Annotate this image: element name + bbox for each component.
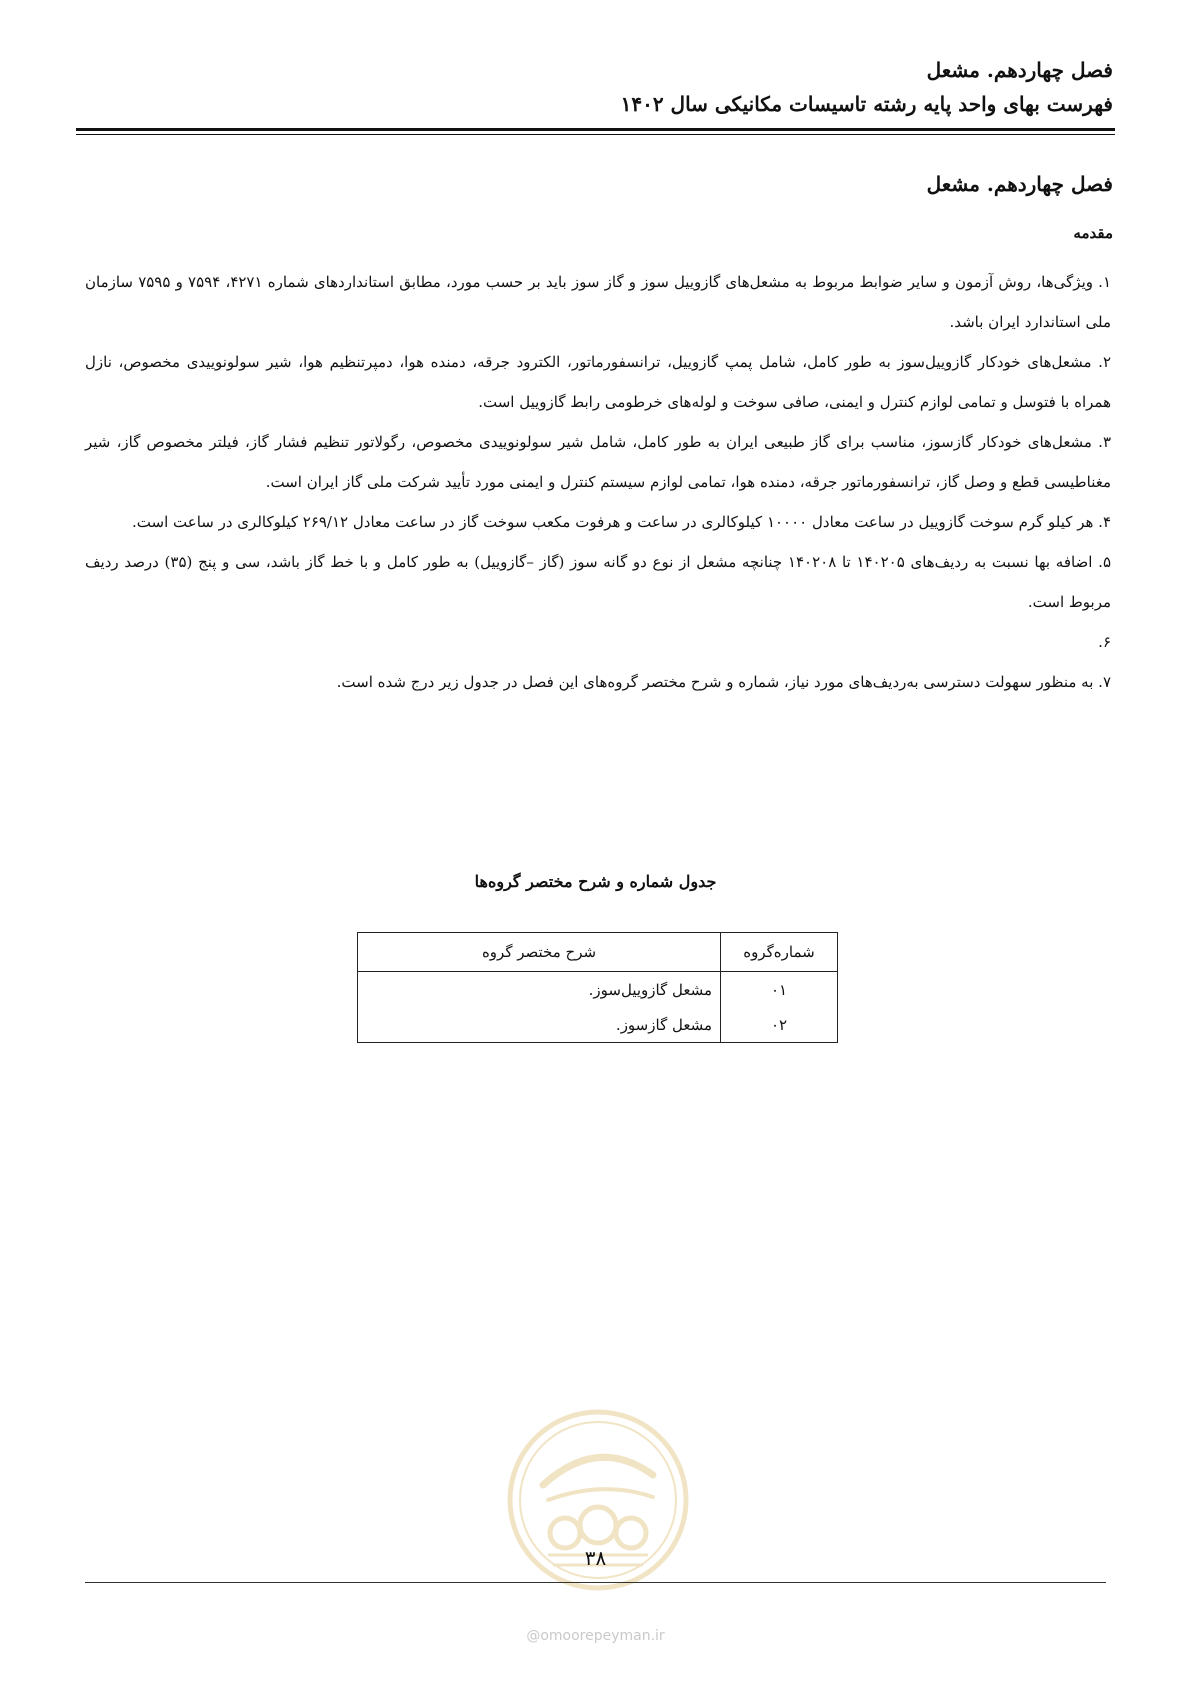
chapter-title: فصل چهاردهم. مشعل [926,172,1113,196]
paragraph-5: ۵. اضافه بها نسبت به ردیف‌های ۱۴۰۲۰۵ تا ۱۴۰۲۰۸ چنانچه مشعل از نوع دو گانه سوز (گاز –گازوییل) به طور کامل و با خط گاز باشد، سی و پنج (۳۵) درصد ردیف مربوط است. [85,553,1111,611]
page-number: ۳۸ [584,1546,607,1570]
header-chapter: فصل چهاردهم. مشعل [926,58,1113,82]
footer-rule [85,1582,1106,1583]
table-caption: جدول شماره و شرح مختصر گروه‌ها [474,872,717,891]
paragraph-7: ۷. به منظور سهولت دسترسی به‌ردیف‌های مورد نیاز، شماره و شرح مختصر گروه‌های این فصل در جدول زیر درج شده است. [336,673,1111,691]
site-watermark: @omoorepeyman.ir [526,1628,665,1644]
table-row [358,1007,838,1043]
paragraph-3: ۳. مشعل‌های خودکار گازسوز، مناسب برای گاز طبیعی ایران به طور کامل، شامل شیر سولونوییدی مخصوص، رگولاتور تنظیم فشار گاز، فیلتر مخصوص گاز، شیر مغناطیسی قطع و وصل گاز، ترانسفورماتور جرقه، دمنده هوا، تمامی لوازم سیستم کنترل و ایمنی مورد تأیید شرکت ملی گاز ایران است. [85,433,1111,491]
header-catalog: فهرست بهای واحد پایه رشته تاسیسات مکانیکی سال ۱۴۰۲ [620,92,1113,116]
intro-heading: مقدمه [1073,224,1113,242]
paragraph-2: ۲. مشعل‌های خودکار گازوییل‌سوز به طور کامل، شامل پمپ گازوییل، ترانسفورماتور، الکترود جرقه، دمنده هوا، دمپرتنظیم هوا، شیر سولونوییدی مخصوص، نازل همراه با فتوسل و تمامی لوازم کنترل و ایمنی، صافی سوخت و لوله‌های خرطومی رابط گازوییل است. [85,353,1111,411]
table-header-row [358,933,838,972]
intro-body [85,262,1111,702]
header-rule-thin [76,134,1115,135]
paragraph-4: ۴. هر کیلو گرم سوخت گازوییل در ساعت معادل ۱۰۰۰۰ کیلوکالری در ساعت و هرفوت مکعب سوخت گاز در ساعت معادل ۲۶۹/۱۲ کیلوکالری در ساعت است. [132,513,1111,531]
group-description-cell: مشعل گازسوز. [358,1007,721,1043]
header-group-description: شرح مختصر گروه [358,933,721,972]
paragraph-1: ۱. ویژگی‌ها، روش آزمون و سایر ضوابط مربوط به مشعل‌های گازوییل سوز و گاز سوز باید بر حسب مورد، مطابق استانداردهای شماره ۴۲۷۱، ۷۵۹۴ و ۷۵۹۵ سازمان ملی استاندارد ایران باشد. [85,273,1112,331]
group-number-cell: ۰۲ [721,1007,838,1043]
header-rule-thick [76,128,1115,131]
paragraph-6: ۶. [1098,633,1111,651]
table-row [358,972,838,1008]
header-group-number: شماره‌گروه [721,933,838,972]
group-number-cell: ۰۱ [721,972,838,1008]
group-description-cell: مشعل گازوییل‌سوز. [358,972,721,1008]
groups-table [357,932,838,1043]
